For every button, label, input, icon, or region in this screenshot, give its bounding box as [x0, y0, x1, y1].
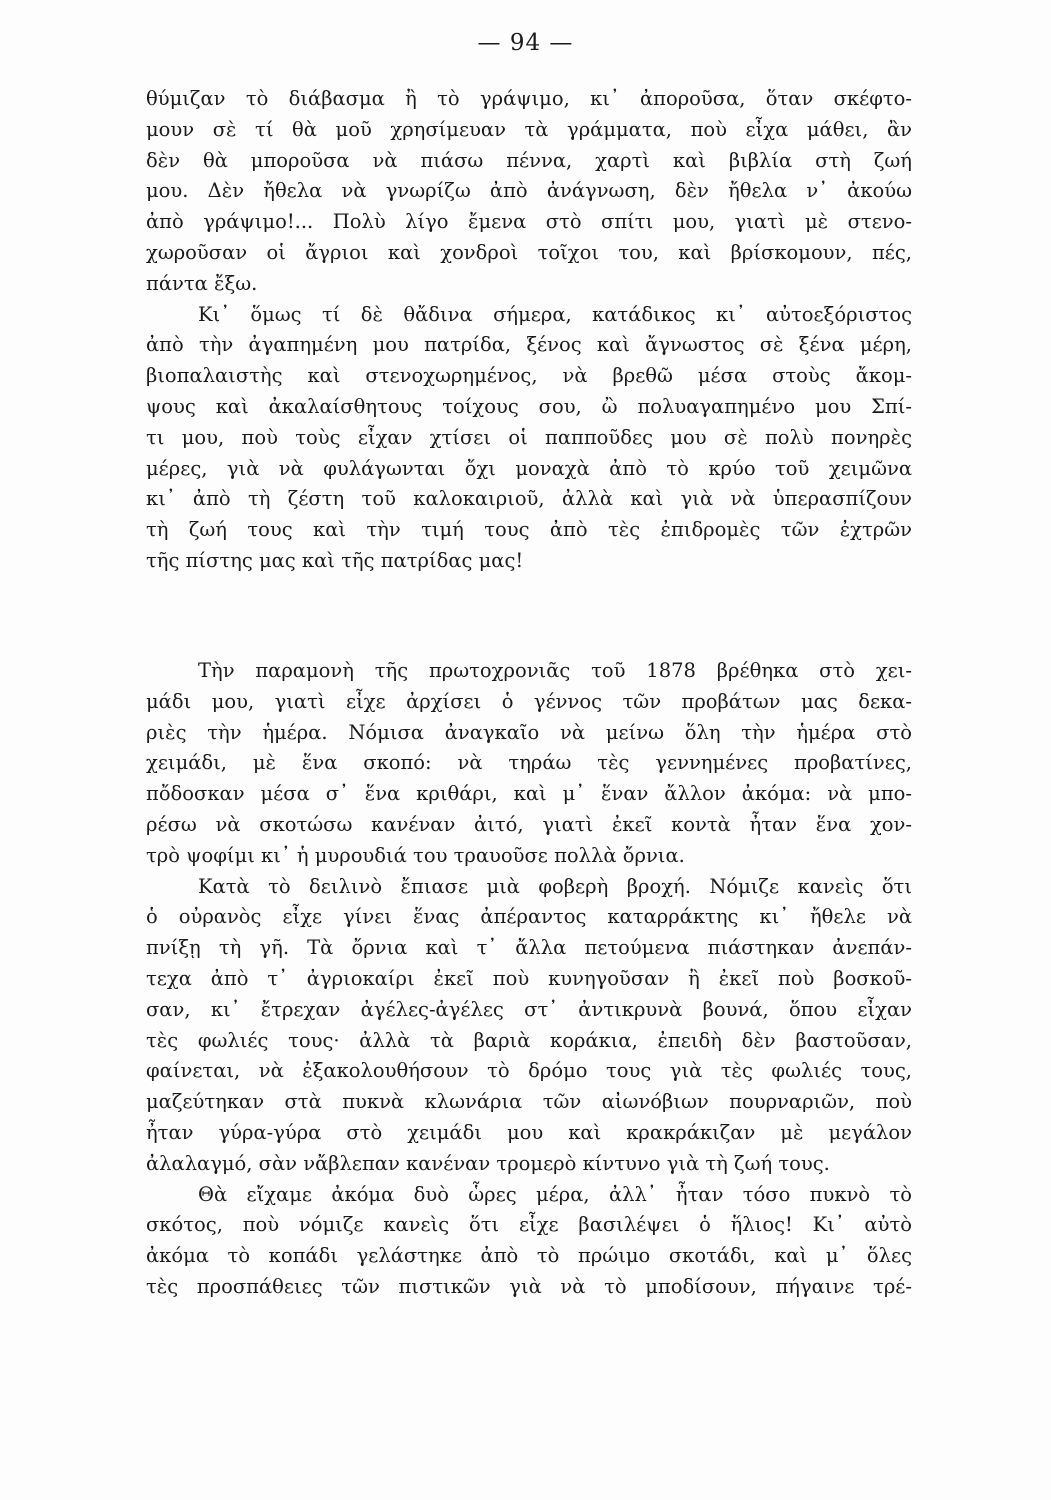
text-line: μαζεύτηκαν στὰ πυκνὰ κλωνάρια τῶν αἰωνόβιων πουρναριῶν, ποὺ — [146, 1090, 912, 1114]
text-line: ἀλαλαγμό, σὰν νἄβλεπαν κανέναν τρομερὸ κίντυνο γιὰ τὴ ζωή τους. — [146, 1151, 830, 1175]
text-line: Κατὰ τὸ δειλινὸ ἔπιασε μιὰ φοβερὴ βροχή. Νόμιζε κανεὶς ὅτι — [198, 874, 912, 898]
text-line: Θὰ εἴχαμε ἀκόμα δυὸ ὧρες μέρα, ἀλλ᾽ ἦταν τόσο πυκνὸ τὸ — [198, 1182, 912, 1206]
text-line: θύμιζαν τὸ διάβασμα ἢ τὸ γράψιμο, κι᾽ ἀποροῦσα, ὅταν σκέφτο- — [146, 87, 912, 110]
text-line: τὴ ζωή τους καὶ τὴν τιμή τους ἀπὸ τὲς ἐπιδρομὲς τῶν ἐχτρῶν — [146, 518, 912, 542]
paragraph — [146, 1180, 912, 1303]
text-line: ἀπὸ γράψιμο!... Πολὺ λίγο ἔμενα στὸ σπίτι μου, γιατὶ μὲ στενο- — [146, 210, 912, 234]
text-line: τρὸ ψοφίμι κι᾽ ἡ μυρουδιά του τραυοῦσε πολλὰ ὄρνια. — [146, 843, 685, 867]
text-line: πνίξῃ τὴ γῆ. Τὰ ὄρνια καὶ τ᾽ ἄλλα πετούμενα πιάστηκαν ἀνεπάν- — [146, 936, 912, 960]
text-line: ψους καὶ ἀκαλαίσθητους τοίχους σου, ὢ πολυαγαπημένο μου Σπί- — [146, 394, 912, 418]
text-line: χωροῦσαν οἱ ἄγριοι καὶ χονδροὶ τοῖχοι του, καὶ βρίσκομουν, πές, — [146, 240, 912, 264]
text-section-1 — [146, 84, 912, 577]
text-line: Τὴν παραμονὴ τῆς πρωτοχρονιᾶς τοῦ 1878 βρέθηκα στὸ χει- — [198, 659, 912, 682]
text-line: κι᾽ ἀπὸ τὴ ζέστη τοῦ καλοκαιριοῦ, ἀλλὰ καὶ γιὰ νὰ ὑπερασπίζουν — [146, 487, 912, 511]
text-line: τὲς φωλιές τους· ἀλλὰ τὰ βαριὰ κοράκια, ἐπειδὴ δὲν βαστοῦσαν, — [146, 1028, 912, 1052]
text-line: ριὲς τὴν ἡμέρα. Νόμισα ἀναγκαῖο νὰ μείνω ὅλη τὴν ἡμέρα στὸ — [146, 720, 912, 744]
text-line: βιοπαλαιστὴς καὶ στενοχωρημένος, νὰ βρεθῶ μέσα στοὺς ἄκομ- — [146, 364, 912, 388]
text-section-2 — [146, 656, 912, 1303]
text-line: φαίνεται, νὰ ἐξακολουθήσουν τὸ δρόμο τους γιὰ τὲς φωλιές τους, — [146, 1059, 912, 1083]
text-line: ὁ οὐρανὸς εἶχε γίνει ἕνας ἀπέραντος καταρράκτης κι᾽ ἤθελε νὰ — [146, 905, 912, 929]
text-line: μάδι μου, γιατὶ εἶχε ἀρχίσει ὁ γέννος τῶν προβάτων μας δεκα- — [146, 689, 912, 713]
text-line: Κι᾽ ὅμως τί δὲ θἄδινα σήμερα, κατάδικος κι᾽ αὐτοεξόριστος — [198, 302, 912, 326]
paragraph — [146, 872, 912, 1180]
text-line: σκότος, ποὺ νόμιζε κανεὶς ὅτι εἶχε βασιλέψει ὁ ἥλιος! Κι᾽ αὐτὸ — [146, 1213, 912, 1237]
paragraph — [146, 84, 912, 300]
text-line: μου. Δὲν ἤθελα νὰ γνωρίζω ἀπὸ ἀνάγνωση, δὲν ἤθελα ν᾽ ἀκούω — [146, 179, 912, 203]
page-number: — 94 — — [477, 30, 574, 56]
text-line: τι μου, ποὺ τοὺς εἶχαν χτίσει οἱ παπποῦδες μου σὲ πολὺ πονηρὲς — [146, 425, 912, 449]
text-line: ἦταν γύρα-γύρα στὸ χειμάδι μου καὶ κρακράκιζαν μὲ μεγάλον — [146, 1120, 912, 1144]
text-line: πάντα ἔξω. — [146, 271, 258, 295]
text-line: ἀκόμα τὸ κοπάδι γελάστηκε ἀπὸ τὸ πρώιμο σκοτάδι, καὶ μ᾽ ὅλες — [146, 1244, 912, 1268]
paragraph — [146, 300, 912, 577]
text-line: σαν, κι᾽ ἔτρεχαν ἀγέλες-ἀγέλες στ᾽ ἀντικρυνὰ βουνά, ὅπου εἶχαν — [146, 997, 912, 1021]
text-line: ἀπὸ τὴν ἀγαπημένη μου πατρίδα, ξένος καὶ ἄγνωστος σὲ ξένα μέρη, — [146, 333, 912, 357]
text-line: τεχα ἀπὸ τ᾽ ἀγριοκαίρι ἐκεῖ ποὺ κυνηγοῦσαν ἢ ἐκεῖ ποὺ βοσκοῦ- — [146, 966, 912, 990]
text-line: μέρες, γιὰ νὰ φυλάγωνται ὄχι μοναχὰ ἀπὸ τὸ κρύο τοῦ χειμῶνα — [146, 456, 912, 480]
text-line: δὲν θὰ μποροῦσα νὰ πιάσω πέννα, χαρτὶ καὶ βιβλία στὴ ζωή — [146, 148, 912, 172]
paragraph — [146, 656, 912, 872]
text-line: ρέσω νὰ σκοτώσω κανέναν ἀιτό, γιατὶ ἐκεῖ κοντὰ ἦταν ἕνα χον- — [146, 812, 912, 836]
text-line: τῆς πίστης μας καὶ τῆς πατρίδας μας! — [146, 548, 524, 572]
text-line: τὲς προσπάθειες τῶν πιστικῶν γιὰ νὰ τὸ μποδίσουν, πήγαινε τρέ- — [146, 1274, 912, 1298]
text-line: χειμάδι, μὲ ἕνα σκοπό: νὰ τηράω τὲς γεννημένες προβατίνες, — [146, 751, 912, 775]
text-line: μουν σὲ τί θὰ μοῦ χρησίμευαν τὰ γράμματα, ποὺ εἶχα μάθει, ἂν — [146, 117, 912, 141]
text-line: πὄδοσκαν μέσα σ᾽ ἕνα κριθάρι, καὶ μ᾽ ἕναν ἄλλον ἀκόμα: νὰ μπο- — [146, 782, 912, 806]
